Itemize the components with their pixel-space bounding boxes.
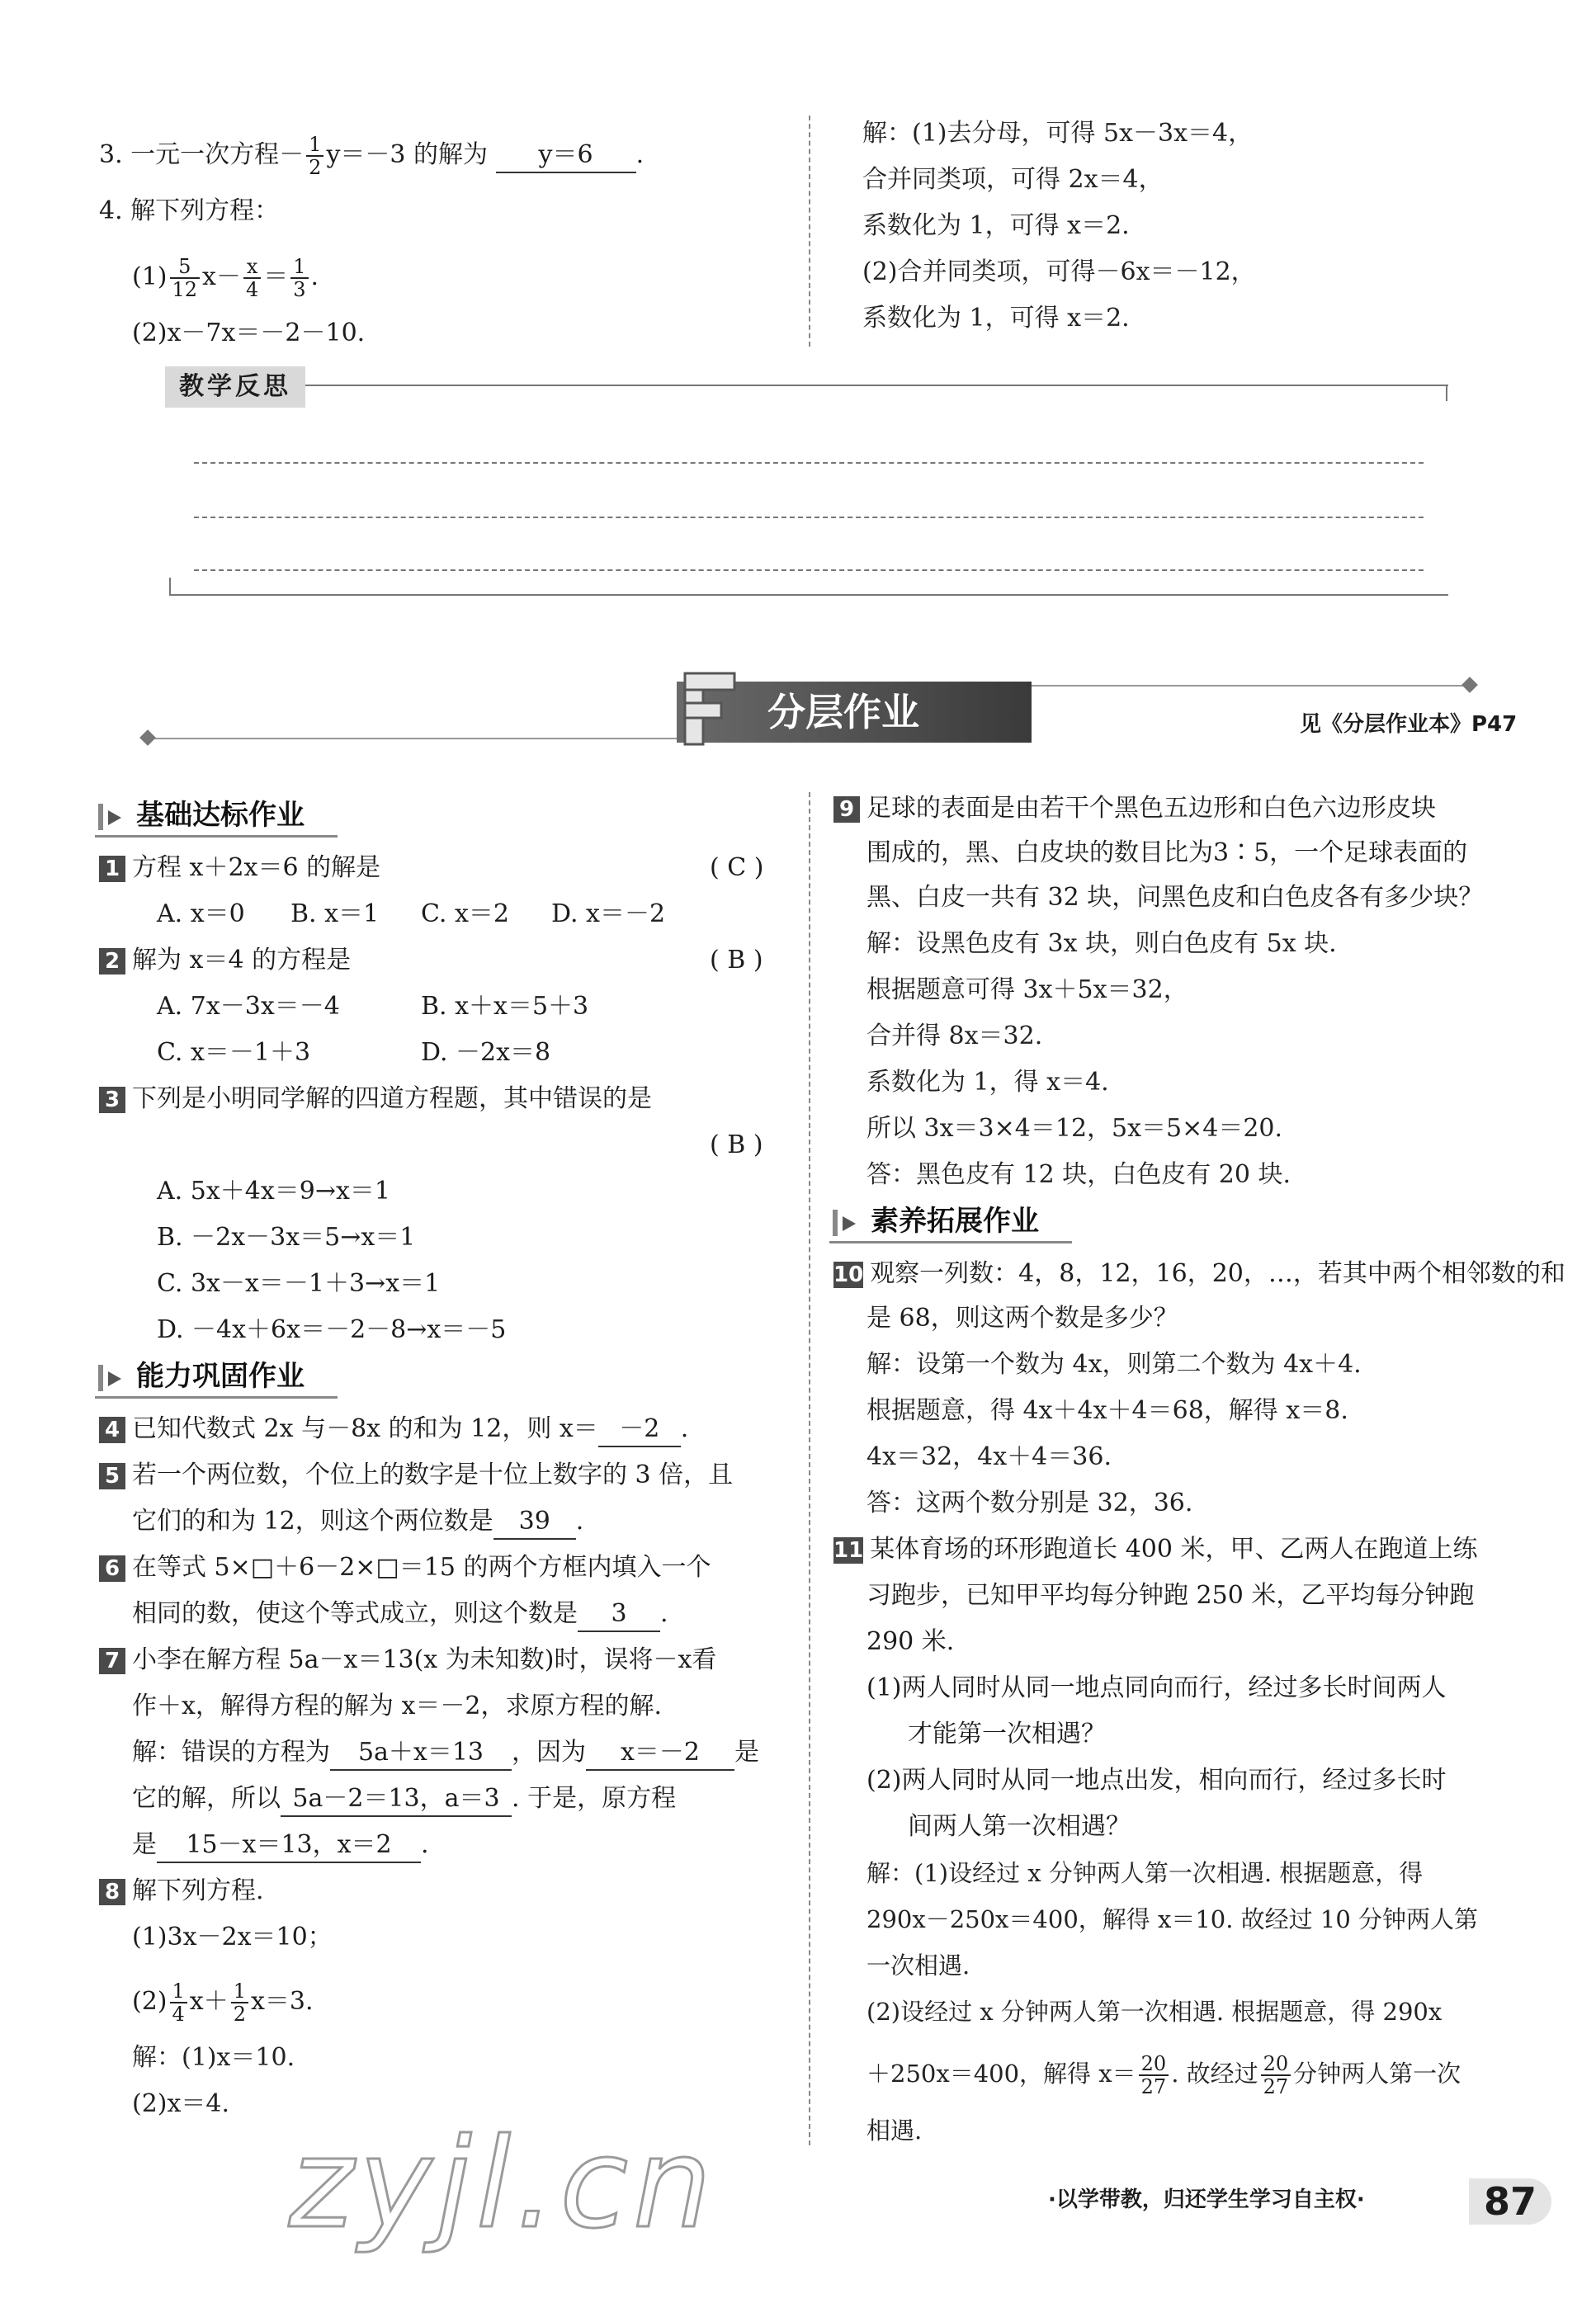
- q10-solution: 根据题意，得 4x＋4x＋4＝68，解得 x＝8.: [866, 1396, 1348, 1425]
- banner-rule-left: [149, 738, 677, 739]
- q11-solution: 相遇.: [866, 2117, 923, 2145]
- question-8-part1: (1)3x－2x＝10；: [132, 1923, 333, 1951]
- q10-solution: 解：设第一个数为 4x，则第二个数为 4x＋4.: [866, 1350, 1362, 1379]
- question-11-part1: (1)两人同时从同一地点同向而行，经过多长时间两人: [866, 1673, 1447, 1702]
- question-7-sol: 是 15－x＝13，x＝2 .: [132, 1829, 429, 1863]
- q2-option: B. x＋x＝5＋3: [421, 992, 589, 1021]
- q1-option: C. x＝2: [421, 899, 509, 928]
- q9-solution: 系数化为 1，得 x＝4.: [866, 1068, 1109, 1097]
- q2-option: D. －2x＝8: [421, 1038, 551, 1067]
- q3-option: C. 3x－x＝－1＋3→x＝1: [157, 1269, 441, 1298]
- question-11-part1: 才能第一次相遇？: [908, 1720, 1106, 1748]
- question-5: 5 若一个两位数，个位上的数字是十位上数字的 3 倍，且: [99, 1459, 733, 1492]
- q2-option: C. x＝－1＋3: [157, 1038, 311, 1067]
- question-8: 8 解下列方程.: [99, 1875, 264, 1908]
- arrow-icon: [95, 1362, 128, 1395]
- q10-solution: 答：这两个数分别是 32，36.: [866, 1489, 1193, 1517]
- question-7-sol: 它的解，所以 5a－2＝13，a＝3 . 于是，原方程: [132, 1782, 676, 1817]
- section-extension-heading: 素养拓展作业: [829, 1202, 1039, 1240]
- q3-option: B. －2x－3x＝5→x＝1: [157, 1223, 416, 1252]
- column-divider-top: [809, 116, 810, 347]
- question-6: 6 在等式 5×□＋6－2×□＝15 的两个方框内填入一个: [99, 1551, 711, 1584]
- question-11-cont: 290 米.: [866, 1627, 955, 1656]
- question-9-cont: 黑、白皮一共有 32 块，问黑色皮和白色皮各有多少块？: [866, 883, 1484, 912]
- q10-solution: 4x＝32，4x＋4＝36.: [866, 1442, 1112, 1471]
- diamond-icon: [139, 729, 156, 746]
- question-11-part2: (2)两人同时从同一地点出发，相向而行，经过多长时: [866, 1766, 1447, 1795]
- q4-top-title: 4. 解下列方程：: [99, 196, 280, 225]
- arrow-icon: [95, 800, 128, 833]
- q3-answer: ( B ): [710, 1130, 763, 1159]
- question-3: 3 下列是小明同学解的四道方程题，其中错误的是: [99, 1083, 652, 1116]
- teaching-reflection-label: 教学反思: [165, 366, 305, 408]
- reflection-top-rule: [305, 385, 1448, 386]
- layered-homework-banner: 分层作业: [677, 682, 1032, 743]
- q4-top-part2: (2)x－7x＝－2－10.: [132, 319, 366, 347]
- question-9: 9 足球的表面是由若干个黑色五边形和白色六边形皮块: [833, 792, 1436, 825]
- top-sol-line: 系数化为 1，可得 x＝2.: [862, 304, 1130, 333]
- question-7-cont: 作＋x，解得方程的解为 x＝－2，求原方程的解.: [132, 1692, 662, 1720]
- letter-f-icon: [677, 665, 743, 748]
- q2-option: A. 7x－3x＝－4: [157, 992, 340, 1021]
- top-sol-line: 解：(1)去分母，可得 5x－3x＝4，: [862, 119, 1254, 148]
- question-6-cont: 相同的数，使这个等式成立，则这个数是 3 .: [132, 1597, 668, 1632]
- q3-top-answer: y＝6: [496, 139, 636, 173]
- q11-solution: (2)设经过 x 分钟两人第一次相遇. 根据题意，得 290x: [866, 1998, 1443, 2026]
- question-11: 11 某体育场的环形跑道长 400 米，甲、乙两人在跑道上练: [833, 1535, 1478, 1564]
- q11-solution: 解：(1)设经过 x 分钟两人第一次相遇. 根据题意，得: [866, 1859, 1424, 1887]
- q11-solution: ＋250x＝400，解得 x＝ $\frac{20}{27}$ . 故经过 $\frac{20}{27}$ 分钟两人第一次: [866, 2052, 1461, 2098]
- reflection-line: [194, 517, 1424, 518]
- arrow-icon: [829, 1206, 862, 1239]
- top-sol-line: (2)合并同类项，可得－6x＝－12，: [862, 257, 1256, 286]
- question-9-cont: 围成的，黑、白皮块的数目比为3∶5，一个足球表面的: [866, 838, 1468, 867]
- question-5-cont: 它们的和为 12，则这个两位数是 39 .: [132, 1505, 583, 1540]
- q9-solution: 根据题意可得 3x＋5x＝32，: [866, 975, 1188, 1004]
- q8-solution: 解：(1)x＝10.: [132, 2043, 295, 2072]
- reflection-line: [194, 569, 1424, 571]
- q8-solution: (2)x＝4.: [132, 2089, 230, 2118]
- q4-top-part1: (1) $\frac{5}{12}$ x－ $\frac{x}{4}$ ＝ $\frac{1}{3}$ .: [132, 255, 319, 301]
- question-1: 1 方程 x＋2x＝6 的解是: [99, 852, 380, 885]
- q11-solution: 290x－250x＝400，解得 x＝10. 故经过 10 分钟两人第: [866, 1905, 1479, 1933]
- top-sol-line: 合并同类项，可得 2x＝4，: [862, 165, 1164, 194]
- reflection-bottom-rule: [169, 594, 1448, 596]
- column-divider: [809, 792, 810, 2145]
- q1-option: D. x＝－2: [551, 899, 666, 928]
- banner-rule-right: [1032, 685, 1469, 687]
- question-11-cont: 习跑步，已知甲平均每分钟跑 250 米，乙平均每分钟跑: [866, 1581, 1475, 1610]
- question-8-part2: (2) $\frac{1}{4}$ x＋ $\frac{1}{2}$ x＝3.: [132, 1980, 314, 2026]
- q3-option: D. －4x＋6x＝－2－8→x＝－5: [157, 1315, 507, 1344]
- question-4: 4 已知代数式 2x 与－8x 的和为 12，则 x＝ －2 .: [99, 1413, 688, 1447]
- question-10: 10 观察一列数：4，8，12，16，20，…，若其中两个相邻数的和: [833, 1259, 1565, 1288]
- reflection-corner: [1446, 385, 1447, 401]
- q9-solution: 合并得 8x＝32.: [866, 1022, 1043, 1050]
- question-7-sol: 解：错误的方程为 5a＋x＝13 ，因为 x＝－2 是: [132, 1736, 759, 1771]
- q3-option: A. 5x＋4x＝9→x＝1: [157, 1177, 390, 1206]
- diamond-icon: [1461, 677, 1478, 693]
- q9-solution: 解：设黑色皮有 3x 块，则白色皮有 5x 块.: [866, 929, 1337, 958]
- question-7: 7 小李在解方程 5a－x＝13(x 为未知数)时，误将－x看: [99, 1644, 716, 1677]
- page-number: 87: [1469, 2178, 1551, 2225]
- q9-solution: 所以 3x＝3×4＝12，5x＝5×4＝20.: [866, 1114, 1283, 1143]
- section-basic-heading: 基础达标作业: [95, 796, 305, 834]
- q3-top: 3. 一元一次方程－ $\frac{1}{2}$ y＝－3 的解为 y＝6 .: [99, 133, 645, 179]
- q9-solution: 答：黑色皮有 12 块，白色皮有 20 块.: [866, 1160, 1291, 1189]
- workbook-reference: 见《分层作业本》P47: [1300, 712, 1518, 737]
- q1-answer: ( C ): [710, 853, 764, 882]
- q1-option: A. x＝0: [157, 899, 245, 928]
- q2-answer: ( B ): [710, 946, 763, 975]
- question-11-part2: 间两人第一次相遇？: [908, 1812, 1131, 1841]
- footer-motto: ·以学带教，归还学生学习自主权·: [1048, 2187, 1365, 2212]
- reflection-corner: [169, 578, 171, 596]
- q4-answer: －2: [598, 1413, 681, 1447]
- question-10-cont: 是 68，则这两个数是多少？: [866, 1304, 1178, 1333]
- q5-answer: 39: [493, 1505, 576, 1540]
- section-ability-heading: 能力巩固作业: [95, 1357, 305, 1395]
- q6-answer: 3: [578, 1597, 660, 1632]
- q11-solution: 一次相遇.: [866, 1951, 970, 1980]
- question-2: 2 解为 x＝4 的方程是: [99, 944, 351, 977]
- reflection-line: [194, 462, 1424, 464]
- top-sol-line: 系数化为 1，可得 x＝2.: [862, 211, 1130, 240]
- q1-option: B. x＝1: [290, 899, 380, 928]
- watermark: zyjl.cn: [289, 2112, 717, 2256]
